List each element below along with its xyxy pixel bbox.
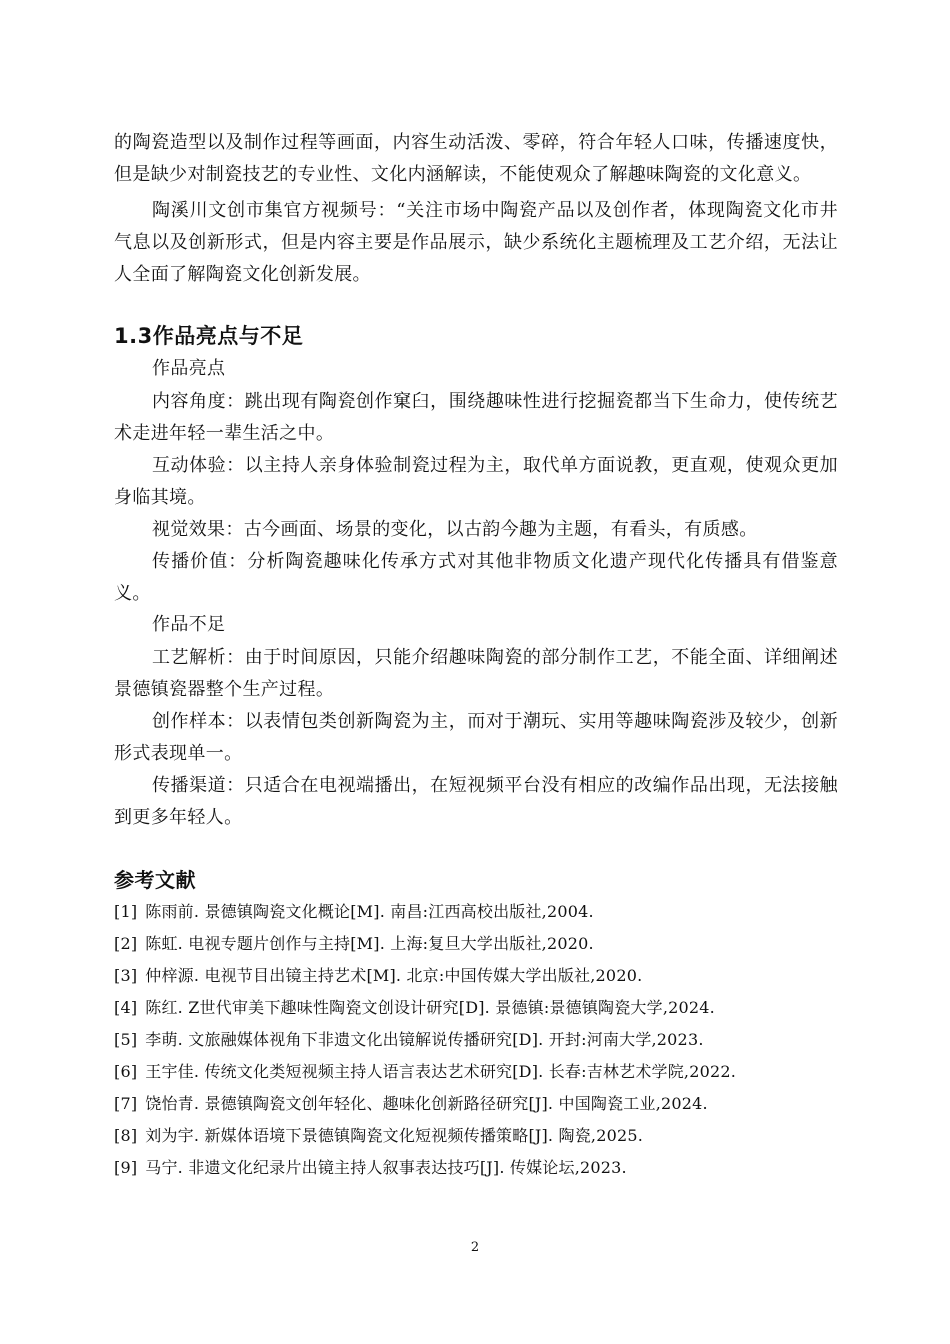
highlight-item: 互动体验：以主持人亲身体验制瓷过程为主，取代单方面说教，更直观，使观众更加身临其境。 — [114, 455, 838, 508]
reference-item — [114, 1024, 838, 1056]
reference-text: 饶怡青. 景德镇陶瓷文创年轻化、趣味化创新路径研究[J]. 中国陶瓷工业,2024. — [145, 1094, 708, 1113]
body-paragraph: 的陶瓷造型以及制作过程等画面，内容生动活泼、零碎，符合年轻人口味，传播速度快，但是缺少对制瓷技艺的专业性、文化内涵解读，不能使观众了解趣味陶瓷的文化意义。 — [114, 132, 838, 185]
reference-number: [7] — [114, 1094, 138, 1113]
reference-item — [114, 992, 838, 1024]
reference-number: [3] — [114, 966, 138, 985]
reference-text: 刘为宇. 新媒体语境下景德镇陶瓷文化短视频传播策略[J]. 陶瓷,2025. — [145, 1126, 643, 1145]
reference-number: [5] — [114, 1030, 138, 1049]
shortcoming-item: 工艺解析：由于时间原因，只能介绍趣味陶瓷的部分制作工艺，不能全面、详细阐述景德镇瓷器整个生产过程。 — [114, 647, 838, 700]
reference-text: 陈红. Z世代审美下趣味性陶瓷文创设计研究[D]. 景德镇:景德镇陶瓷大学,2024. — [145, 998, 715, 1017]
reference-item — [114, 896, 838, 928]
shortcoming-item: 创作样本：以表情包类创新陶瓷为主，而对于潮玩、实用等趣味陶瓷涉及较少，创新形式表现单一。 — [114, 711, 838, 764]
subsection-label: 作品不足 — [152, 614, 226, 635]
reference-text: 陈雨前. 景德镇陶瓷文化概论[M]. 南昌:江西高校出版社,2004. — [145, 902, 594, 921]
reference-number: [8] — [114, 1126, 138, 1145]
reference-number: [2] — [114, 934, 138, 953]
reference-item — [114, 1088, 838, 1120]
reference-item — [114, 928, 838, 960]
reference-item — [114, 1120, 838, 1152]
reference-item — [114, 1152, 838, 1184]
reference-list — [114, 896, 838, 1184]
highlight-item: 视觉效果：古今画面、场景的变化，以古韵今趣为主题，有看头，有质感。 — [152, 519, 758, 540]
reference-number: [4] — [114, 998, 138, 1017]
reference-text: 马宁. 非遗文化纪录片出镜主持人叙事表达技巧[J]. 传媒论坛,2023. — [145, 1158, 627, 1177]
references-heading: 参考文献 — [114, 868, 196, 892]
highlight-item: 内容角度：跳出现有陶瓷创作窠臼，围绕趣味性进行挖掘瓷都当下生命力，使传统艺术走进年轻一辈生活之中。 — [114, 391, 838, 444]
highlight-item: 传播价值：分析陶瓷趣味化传承方式对其他非物质文化遗产现代化传播具有借鉴意义。 — [114, 551, 838, 604]
body-paragraph: 陶溪川文创市集官方视频号：“关注市场中陶瓷产品以及创作者，体现陶瓷文化市井气息以及创新形式，但是内容主要是作品展示，缺少系统化主题梳理及工艺介绍，无法让人全面了解陶瓷文化创新发展。 — [114, 200, 838, 285]
reference-text: 陈虹. 电视专题片创作与主持[M]. 上海:复旦大学出版社,2020. — [145, 934, 594, 953]
reference-text: 李萌. 文旅融媒体视角下非遗文化出镜解说传播研究[D]. 开封:河南大学,2023. — [145, 1030, 704, 1049]
section-heading: 1.3作品亮点与不足 — [114, 324, 304, 348]
reference-item — [114, 960, 838, 992]
shortcoming-item: 传播渠道：只适合在电视端播出，在短视频平台没有相应的改编作品出现，无法接触到更多年轻人。 — [114, 775, 838, 828]
reference-item — [114, 1056, 838, 1088]
reference-number: [6] — [114, 1062, 138, 1081]
page-number: 2 — [470, 1240, 480, 1255]
reference-text: 王宇佳. 传统文化类短视频主持人语言表达艺术研究[D]. 长春:吉林艺术学院,2022. — [145, 1062, 737, 1081]
reference-text: 仲梓源. 电视节目出镜主持艺术[M]. 北京:中国传媒大学出版社,2020. — [145, 966, 643, 985]
reference-number: [1] — [114, 902, 138, 921]
subsection-label: 作品亮点 — [152, 358, 226, 379]
reference-number: [9] — [114, 1158, 138, 1177]
